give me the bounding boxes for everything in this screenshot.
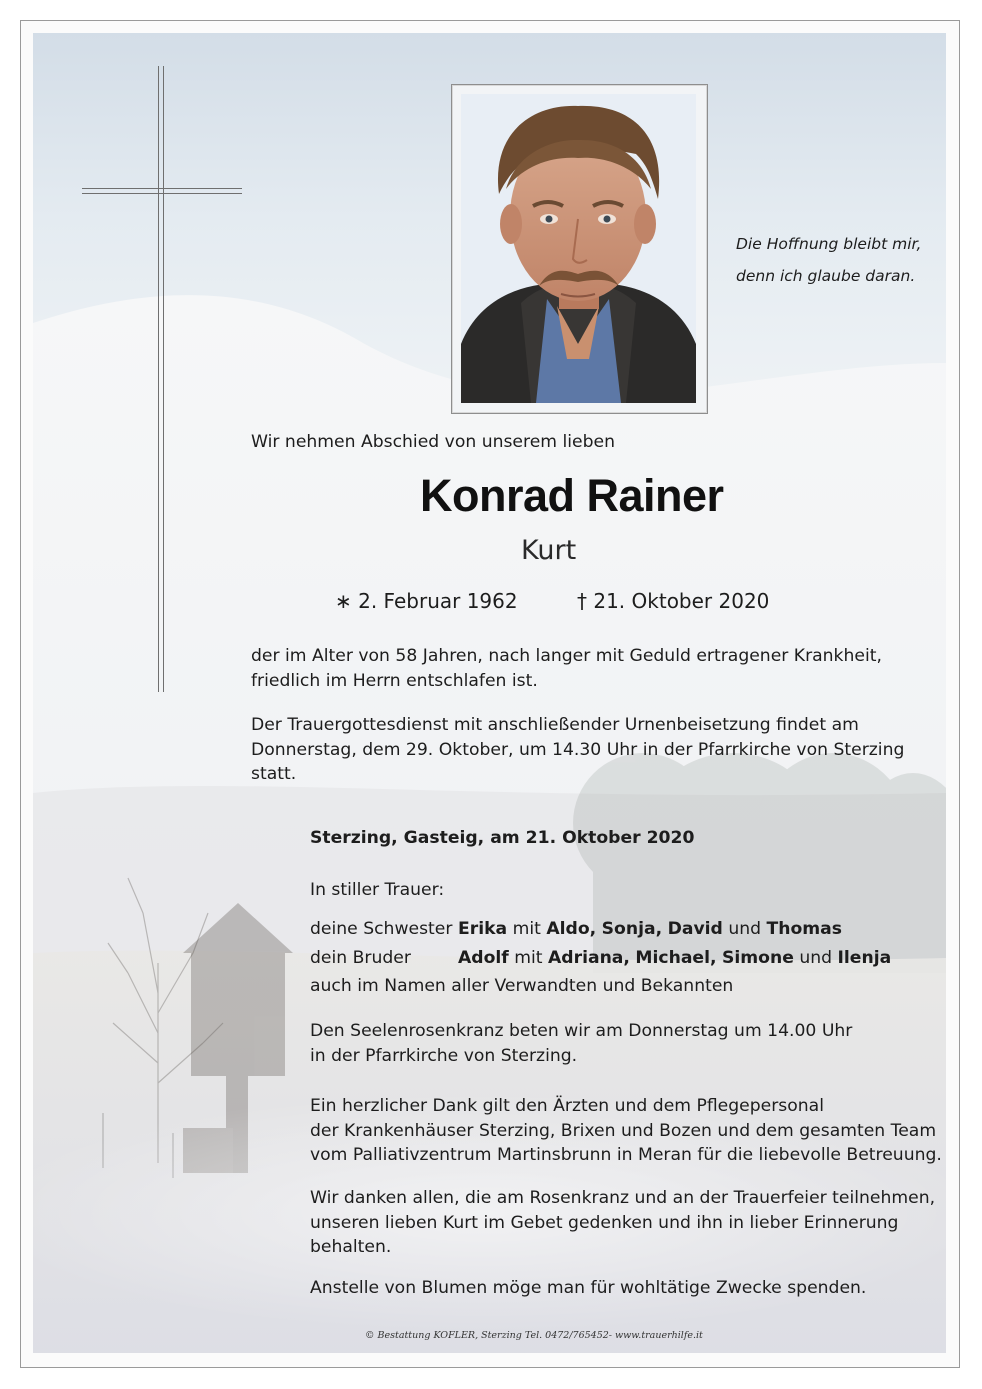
paragraph-donations: Anstelle von Blumen möge man für wohltätige Zwecke spenden. <box>310 1278 867 1298</box>
text-line: friedlich im Herrn entschlafen ist. <box>251 670 538 691</box>
family-name: Simone <box>721 948 794 968</box>
portrait-frame <box>451 84 708 414</box>
quote-block <box>736 228 936 292</box>
text-line: statt. <box>251 764 297 784</box>
text-line: behalten. <box>310 1237 392 1257</box>
deceased-name: Konrad Rainer <box>420 470 724 521</box>
connector: mit <box>512 919 541 939</box>
text-line: Ein herzlicher Dank gilt den Ärzten und dem Pflegepersonal <box>310 1096 824 1116</box>
family-row-sister <box>310 917 842 941</box>
family-name: Michael, <box>635 948 717 968</box>
text-line: in der Pfarrkirche von Sterzing. <box>310 1045 578 1066</box>
family-name: Aldo, <box>546 919 597 939</box>
relation-label: deine Schwester <box>310 919 453 939</box>
family-name: Adolf <box>458 948 509 968</box>
family-name: Thomas <box>766 919 842 939</box>
paragraph-rosary <box>310 1019 852 1068</box>
quote-line: Die Hoffnung bleibt mir, <box>736 235 922 253</box>
footer-credit: © Bestattung KOFLER, Sterzing Tel. 0472/765452- www.trauerhilfe.it <box>365 1330 703 1341</box>
intro-text: Wir nehmen Abschied von unserem lieben <box>251 432 615 452</box>
text-line: Wir danken allen, die am Rosenkranz und an der Trauerfeier teilnehmen, <box>310 1188 936 1208</box>
text-line: Den Seelenrosenkranz beten wir am Donnerstag um 14.00 Uhr <box>310 1021 853 1041</box>
death-date: † 21. Oktober 2020 <box>577 589 770 613</box>
family-row-others: auch im Namen aller Verwandten und Bekannten <box>310 976 734 996</box>
connector: und <box>799 948 833 968</box>
text-line: Donnerstag, dem 29. Oktober, um 14.30 Uhr in der Pfarrkirche von Sterzing <box>251 739 905 760</box>
connector: mit <box>514 948 543 968</box>
text-line: unseren lieben Kurt im Gebet gedenken und ihn in lieber Erinnerung <box>310 1212 899 1233</box>
family-name: David <box>667 919 723 939</box>
family-name: Adriana, <box>548 948 630 968</box>
portrait-photo <box>461 94 696 403</box>
paragraph-funeral <box>251 713 904 787</box>
paragraph-thanks-all <box>310 1186 935 1260</box>
family-name: Ilenja <box>837 948 892 968</box>
family-name: Erika <box>458 919 508 939</box>
text-line: der Krankenhäuser Sterzing, Brixen und Bozen und dem gesamten Team <box>310 1120 937 1141</box>
text-line: der im Alter von 58 Jahren, nach langer mit Geduld ertragener Krankheit, <box>251 646 882 666</box>
birth-date: ∗ 2. Februar 1962 <box>335 589 518 613</box>
relation-label: dein Bruder <box>310 948 411 968</box>
mourning-label: In stiller Trauer: <box>310 880 445 900</box>
text-line: vom Palliativzentrum Martinsbrunn in Meran für die liebevolle Betreuung. <box>310 1145 942 1165</box>
family-name: Sonja, <box>601 919 663 939</box>
quote-line: denn ich glaube daran. <box>736 267 916 285</box>
cross-icon <box>82 66 242 692</box>
text-line: Der Trauergottesdienst mit anschließender Urnenbeisetzung findet am <box>251 715 859 735</box>
deceased-nickname: Kurt <box>521 535 577 566</box>
place-date: Sterzing, Gasteig, am 21. Oktober 2020 <box>310 828 695 848</box>
paragraph-thanks-care <box>310 1094 942 1168</box>
paragraph-death <box>251 644 882 693</box>
connector: und <box>728 919 762 939</box>
family-row-brother <box>310 946 892 970</box>
